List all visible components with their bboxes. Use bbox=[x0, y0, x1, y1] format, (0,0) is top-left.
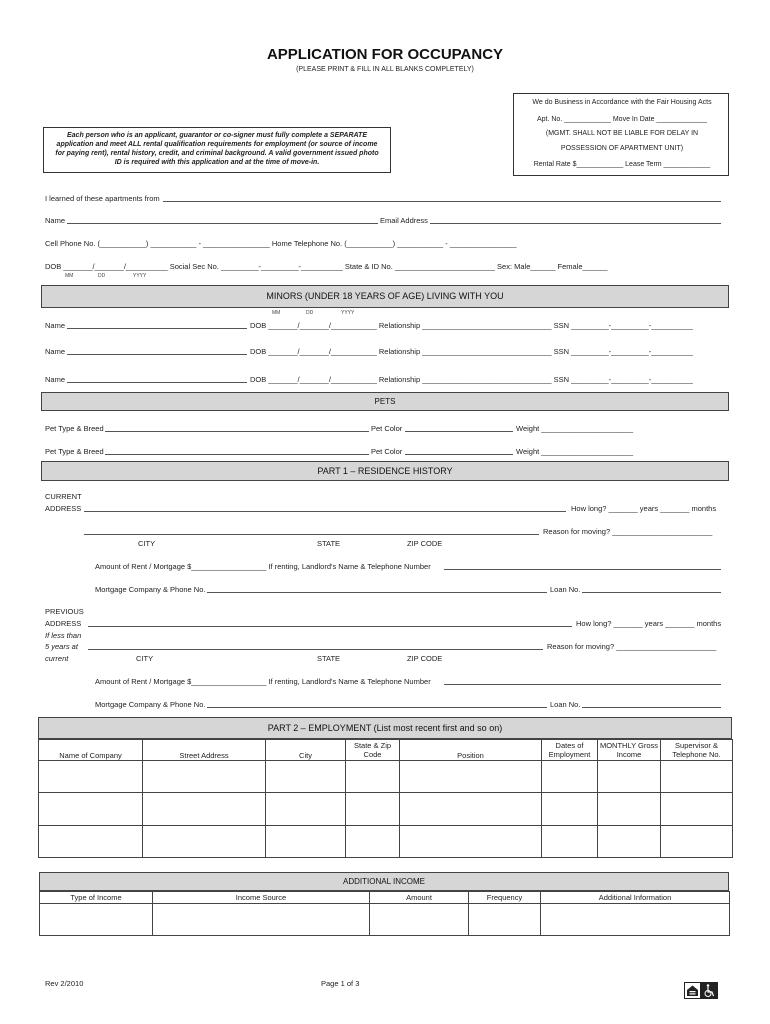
col-supervisor-phone: Supervisor & Telephone No. bbox=[661, 740, 733, 761]
revision-label: Rev 2/2010 bbox=[45, 979, 84, 988]
current-loan-field[interactable] bbox=[582, 592, 721, 593]
five-years-note: 5 years at bbox=[45, 642, 78, 651]
pet-2-color-field[interactable] bbox=[405, 454, 513, 455]
col-dates-of-employment: Dates of Employment bbox=[542, 740, 598, 761]
col-state-zip: State & Zip Code bbox=[346, 740, 400, 761]
additional-income-table bbox=[39, 891, 730, 936]
current-rent-landlord[interactable]: Amount of Rent / Mortgage $__________________ If renting, Landlord's Name & Telephone Number bbox=[95, 562, 431, 571]
minors-section-header: MINORS (UNDER 18 YEARS OF AGE) LIVING WITH YOU bbox=[41, 285, 729, 308]
current-label: CURRENT bbox=[45, 492, 82, 501]
pet-2-color-label: Pet Color bbox=[371, 447, 403, 456]
current-landlord-field[interactable] bbox=[444, 569, 721, 570]
minor-yyyy-hint: YYYY bbox=[341, 310, 355, 316]
pet-1-color-field[interactable] bbox=[405, 431, 513, 432]
previous-reason-moving[interactable]: Reason for moving? ________________________ bbox=[547, 642, 717, 651]
income-row[interactable] bbox=[40, 904, 730, 936]
col-amount: Amount bbox=[370, 892, 469, 904]
employment-row[interactable] bbox=[39, 793, 733, 826]
minor-3-name-field[interactable] bbox=[67, 382, 247, 383]
current-state-label: STATE bbox=[317, 539, 341, 548]
current-address-label: ADDRESS bbox=[45, 504, 82, 513]
pet-1-color-label: Pet Color bbox=[371, 424, 403, 433]
income-header-row bbox=[40, 892, 730, 904]
applicant-notice: Each person who is an applicant, guarantor or co-signer must fully complete a SEPARATE application and meet ALL rental qualification requirements for employment (or source of income for paying rent), rental history, credit, and criminal background. A valid government issued photo ID is required with this application and at the time of move-in. bbox=[43, 127, 391, 173]
previous-city-state-zip-field[interactable] bbox=[88, 649, 543, 650]
col-position: Position bbox=[400, 740, 542, 761]
pet-1-weight[interactable]: Weight ______________________ bbox=[516, 424, 634, 433]
current-zip-label: ZIP CODE bbox=[407, 539, 443, 548]
email-label: Email Address bbox=[380, 216, 428, 225]
name-field[interactable] bbox=[67, 223, 378, 224]
page-number: Page 1 of 3 bbox=[321, 979, 360, 988]
previous-mortgage-label: Mortgage Company & Phone No. bbox=[95, 700, 206, 709]
employment-section-header: PART 2 – EMPLOYMENT (List most recent first and so on) bbox=[38, 717, 732, 739]
current-reason-moving[interactable]: Reason for moving? ________________________ bbox=[543, 527, 713, 536]
additional-income-header: ADDITIONAL INCOME bbox=[39, 872, 729, 891]
if-less-than-note: If less than bbox=[45, 631, 82, 640]
learned-label: I learned of these apartments from bbox=[45, 194, 160, 203]
minor-3-name-label: Name bbox=[45, 375, 66, 384]
employment-row[interactable] bbox=[39, 761, 733, 793]
minor-3-details[interactable]: DOB _______/_______/___________ Relationship _______________________________ SSN _________-_________-__________ bbox=[250, 375, 693, 384]
col-city: City bbox=[266, 740, 346, 761]
minor-1-details[interactable]: DOB _______/_______/___________ Relationship _______________________________ SSN _________-_________-__________ bbox=[250, 321, 693, 330]
pet-1-type-label: Pet Type & Breed bbox=[45, 424, 104, 433]
previous-address-label: ADDRESS bbox=[45, 619, 82, 628]
previous-loan-label: Loan No. bbox=[550, 700, 581, 709]
col-type-of-income: Type of Income bbox=[40, 892, 153, 904]
equal-housing-logos bbox=[684, 982, 718, 999]
previous-rent-landlord[interactable]: Amount of Rent / Mortgage $__________________ If renting, Landlord's Name & Telephone Number bbox=[95, 677, 431, 686]
current-mortgage-label: Mortgage Company & Phone No. bbox=[95, 585, 206, 594]
col-name-of-company: Name of Company bbox=[39, 740, 143, 761]
minor-1-name-label: Name bbox=[45, 321, 66, 330]
form-subtitle: (PLEASE PRINT & FILL IN ALL BLANKS COMPLETELY) bbox=[296, 66, 474, 73]
residence-section-header: PART 1 – RESIDENCE HISTORY bbox=[41, 461, 729, 481]
previous-zip-label: ZIP CODE bbox=[407, 654, 443, 663]
fair-housing-statement: We do Business in Accordance with the Fair Housing Acts bbox=[532, 99, 712, 106]
learned-field[interactable] bbox=[163, 201, 721, 202]
minor-2-details[interactable]: DOB _______/_______/___________ Relationship _______________________________ SSN _________-_________-__________ bbox=[250, 347, 693, 356]
dob-mm-hint: MM bbox=[65, 273, 74, 279]
current-note: current bbox=[45, 654, 69, 663]
employment-row[interactable] bbox=[39, 826, 733, 858]
pets-section-header: PETS bbox=[41, 392, 729, 411]
dob-ssn-line[interactable]: DOB _______/_______/__________ Social Sec No. _________-_________-__________ State & ID No. ________________________ Sex: Male______ Female______ bbox=[45, 262, 608, 271]
current-city-state-zip-field[interactable] bbox=[84, 534, 539, 535]
rental-rate-line[interactable]: Rental Rate $____________ Lease Term ____________ bbox=[533, 161, 711, 168]
mgmt-liability-line1: (MGMT. SHALL NOT BE LIABLE FOR DELAY IN bbox=[545, 130, 699, 137]
previous-address-field[interactable] bbox=[88, 626, 572, 627]
name-label: Name bbox=[45, 216, 66, 225]
minor-dd-hint: DD bbox=[306, 310, 314, 316]
pet-2-weight[interactable]: Weight ______________________ bbox=[516, 447, 634, 456]
phone-line[interactable]: Cell Phone No. (___________) ___________ - ________________ Home Telephone No. (___________) ___________ - ________________ bbox=[45, 239, 517, 248]
previous-label: PREVIOUS bbox=[45, 607, 84, 616]
email-field[interactable] bbox=[430, 223, 721, 224]
employment-header-row bbox=[39, 740, 733, 761]
minor-2-name-label: Name bbox=[45, 347, 66, 356]
minor-1-name-field[interactable] bbox=[67, 328, 247, 329]
pet-2-type-field[interactable] bbox=[105, 454, 369, 455]
col-additional-information: Additional Information bbox=[541, 892, 730, 904]
col-income-source: Income Source bbox=[153, 892, 370, 904]
pet-1-type-field[interactable] bbox=[105, 431, 369, 432]
current-mortgage-field[interactable] bbox=[207, 592, 547, 593]
dob-dd-hint: DD bbox=[98, 273, 106, 279]
col-street-address: Street Address bbox=[143, 740, 266, 761]
wheelchair-accessibility-icon bbox=[702, 983, 718, 999]
previous-mortgage-field[interactable] bbox=[207, 707, 547, 708]
col-monthly-gross-income: MONTHLY Gross Income bbox=[598, 740, 661, 761]
current-city-label: CITY bbox=[138, 539, 156, 548]
previous-state-label: STATE bbox=[317, 654, 341, 663]
current-address-field[interactable] bbox=[84, 511, 566, 512]
previous-how-long[interactable]: How long? _______ years _______ months bbox=[576, 619, 722, 628]
previous-loan-field[interactable] bbox=[582, 707, 721, 708]
previous-city-label: CITY bbox=[136, 654, 154, 663]
apt-move-in-line[interactable]: Apt. No. ____________ Move In Date _____________ bbox=[536, 116, 708, 123]
equal-housing-opportunity-icon bbox=[685, 983, 701, 999]
col-frequency: Frequency bbox=[469, 892, 541, 904]
current-how-long[interactable]: How long? _______ years _______ months bbox=[571, 504, 717, 513]
pet-2-type-label: Pet Type & Breed bbox=[45, 447, 104, 456]
dob-yyyy-hint: YYYY bbox=[133, 273, 147, 279]
mgmt-liability-line2: POSSESSION OF APARTMENT UNIT) bbox=[560, 145, 684, 152]
employment-table bbox=[38, 739, 733, 858]
fair-housing-box bbox=[513, 93, 729, 176]
current-loan-label: Loan No. bbox=[550, 585, 581, 594]
previous-landlord-field[interactable] bbox=[444, 684, 721, 685]
minor-mm-hint: MM bbox=[272, 310, 281, 316]
minor-2-name-field[interactable] bbox=[67, 354, 247, 355]
form-title: APPLICATION FOR OCCUPANCY bbox=[266, 46, 504, 63]
